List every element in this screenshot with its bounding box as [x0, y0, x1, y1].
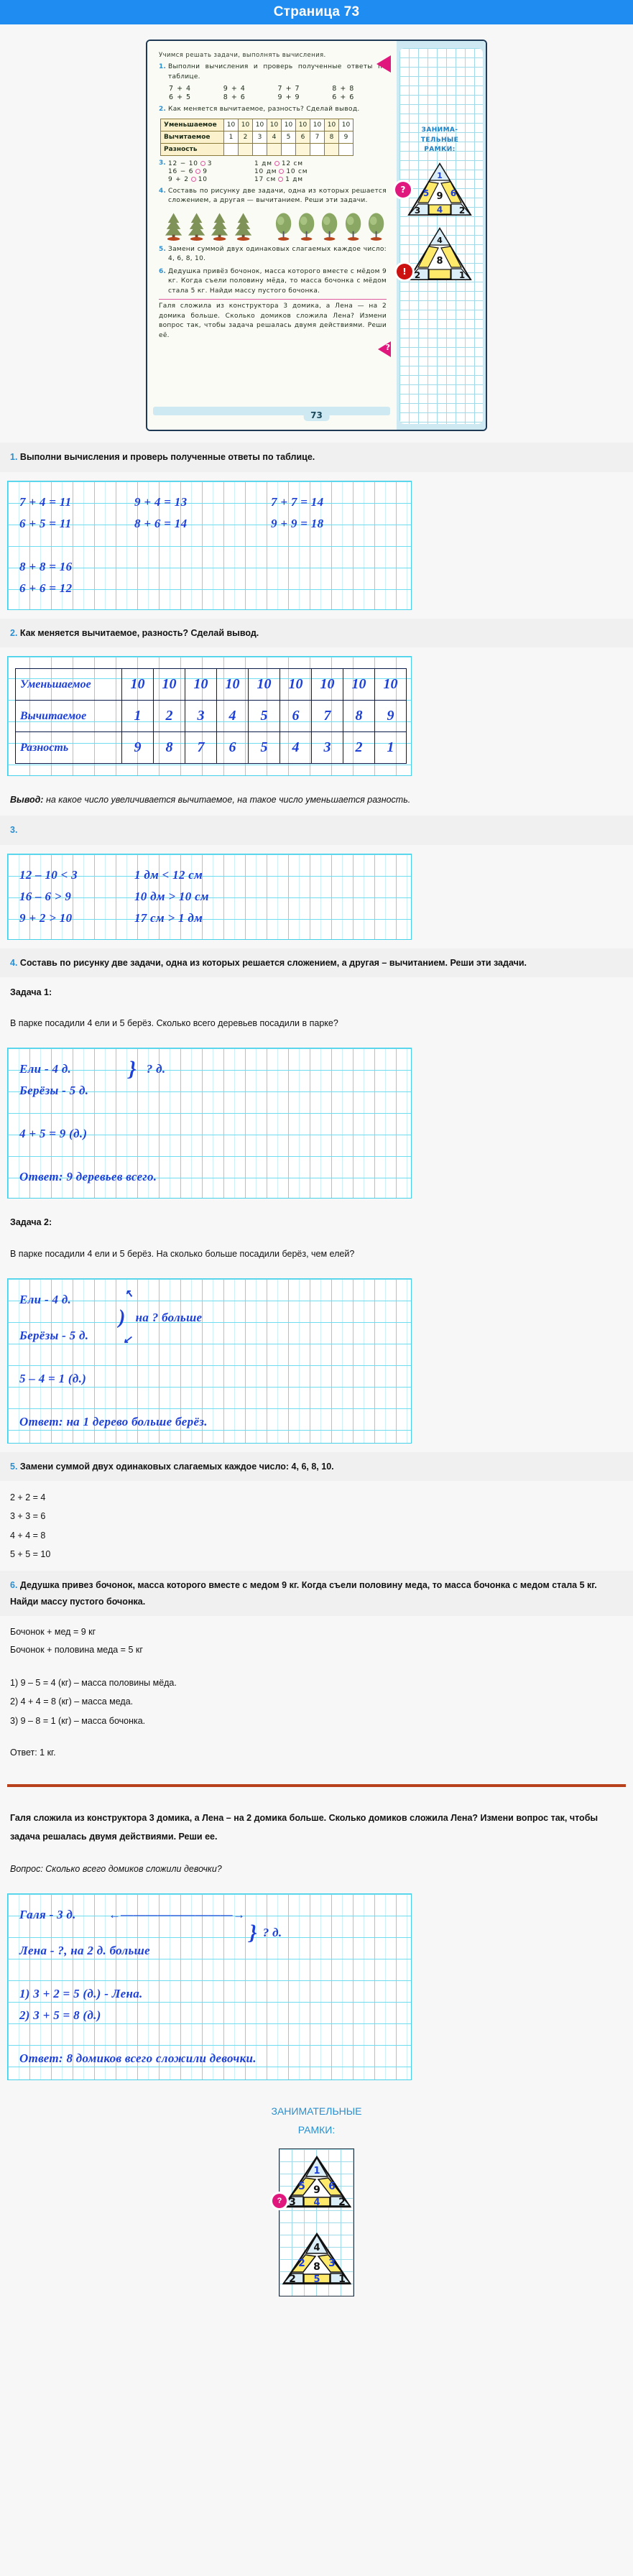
task-1-label: Задача 1:: [10, 987, 52, 998]
svg-text:2: 2: [338, 2196, 346, 2208]
notebook-line: } ? д.: [249, 1920, 282, 1944]
horizontal-rule: [7, 1784, 626, 1787]
diagram-line-1: Ели - 4 д.: [19, 1292, 72, 1306]
section-7-diagram: [7, 1893, 412, 2080]
scan-cell: [339, 143, 354, 155]
section-3-notebook: [7, 854, 412, 940]
table-cell: 9: [375, 701, 407, 732]
table-cell: 5: [249, 701, 280, 732]
section-6-title: Дедушка привез бочонок, масса которого вместе с медом 9 кг. Когда съели половину меда, то масса бочонка с медом стала 5 кг. Найди массу пустого бочонка.: [10, 1580, 597, 1607]
circle-icon: [200, 161, 205, 166]
notebook-line: [8, 556, 411, 578]
spruce-tree-icon: [209, 211, 230, 241]
triangles-panel: [279, 2148, 354, 2296]
triangles-illustration: [0, 2144, 633, 2311]
task-1-text: В парке посадили 4 ели и 5 берёз. Сколько всего деревьев посадили в парке?: [10, 1018, 338, 1029]
exclamation-badge-icon: !: [397, 264, 412, 280]
scan-task-1-text: Выполни вычисления и проверь полученные ответы по таблице.: [168, 63, 387, 80]
section-1-number: 1.: [10, 452, 18, 462]
diagram-solution: 4 + 5 = 9 (д.): [19, 1127, 88, 1141]
birch-tree-icon: [366, 211, 387, 241]
section-2-notebook: [7, 656, 412, 776]
scan-task-3-number: 3.: [159, 159, 166, 167]
scan-cell: 10: [267, 119, 282, 131]
section-2-heading: [0, 619, 633, 648]
table-cell: 1: [122, 701, 154, 732]
diagram-answer: Ответ: 9 деревьев всего.: [19, 1170, 157, 1184]
pink-badge-icon: ?: [272, 2194, 287, 2208]
section-1-title: Выполни вычисления и проверь полученные ответы по таблице.: [19, 452, 315, 462]
side-caption-line-3: РАМКИ:: [424, 146, 456, 153]
question-marker-label: ?: [385, 343, 390, 352]
table-cell: 3: [312, 732, 343, 764]
eq-cell: 9 + 9 = 18: [271, 516, 324, 530]
scan-triangle-2: [407, 226, 473, 282]
table-cell: 7: [185, 732, 217, 764]
scan-compare-row: [168, 168, 254, 175]
svg-text:1: 1: [458, 270, 466, 280]
notebook-line: Ели - 4 д. } ? д.: [19, 1057, 166, 1081]
notebook-line: ) на ? больше: [119, 1306, 203, 1329]
svg-text:2: 2: [298, 2257, 305, 2269]
scan-cell: [224, 143, 239, 155]
table-cell: 4: [217, 701, 249, 732]
arrow-down-icon: ↙: [123, 1334, 132, 1347]
scan-cell: [325, 143, 339, 155]
section-6-given: [0, 1616, 633, 1666]
section-3-number: 3.: [10, 825, 18, 836]
scan-cell: 7: [310, 131, 325, 143]
section-7-problem: Галя сложила из конструктора 3 домика, а Лена – на 2 домика больше. Сколько домиков сложила Лена? Измени вопрос так, чтобы задача решалась двумя действиями. Реши ее.: [10, 1813, 599, 1842]
cmp-cell: 1 дм < 12 см: [134, 867, 203, 882]
scan-tail-problem: Галя сложила из конструктора 3 домика, а Лена — на 2 домика больше. Сколько домиков сложила Лена? Измени вопрос так, чтобы задача решалась двумя действиями. Реши её.: [159, 303, 387, 339]
step-line: 3) 9 – 8 = 1 (кг) – масса бочонка.: [10, 1715, 146, 1726]
notebook-line: [8, 1166, 411, 1188]
scan-eq-2-2: 8 + 6: [223, 93, 246, 102]
notebook-line: [8, 1289, 411, 1311]
table-cell: 10: [217, 669, 249, 701]
eq-cell: 7 + 4 = 11: [19, 494, 72, 509]
diagram-solution: 5 – 4 = 1 (д.): [19, 1371, 87, 1385]
scan-task-4: [159, 187, 387, 206]
svg-text:9: 9: [436, 191, 443, 202]
eq-cell: 8 + 8 = 16: [19, 559, 73, 573]
scan-task-4-number: 4.: [159, 187, 167, 195]
eq-cell: 6 + 5 = 11: [19, 516, 72, 530]
svg-text:4: 4: [313, 2242, 320, 2253]
svg-text:1: 1: [437, 171, 443, 180]
notebook-line: [8, 1368, 411, 1390]
svg-text:4: 4: [437, 236, 443, 245]
svg-text:4: 4: [436, 205, 443, 215]
svg-text:2: 2: [289, 2273, 296, 2285]
scan-cell: [282, 143, 296, 155]
scan-eq-2-3: 9 + 9: [277, 93, 300, 102]
arrow-up-icon: ↖: [124, 1288, 134, 1301]
scan-row-label-subtrahend: Вычитаемое: [161, 131, 224, 143]
notebook-spacer: [8, 1347, 411, 1368]
table-cell: 10: [343, 669, 375, 701]
scan-page-bar: [153, 407, 390, 415]
diagram-line-1: Ели - 4 д.: [19, 1062, 72, 1076]
scan-compare-a: 12 − 10: [168, 160, 198, 167]
table-cell: 7: [312, 701, 343, 732]
table-cell: 4: [280, 732, 312, 764]
notebook-spacer: [8, 2026, 411, 2048]
section-2-title: Как меняется вычитаемое, разность? Сделай вывод.: [19, 627, 259, 638]
frame-triangle-2: [279, 2230, 355, 2288]
table-cell: 5: [249, 732, 280, 764]
answer-line: 2 + 2 = 4: [10, 1492, 46, 1503]
diagram-answer: Ответ: 8 домиков всего сложили девочки.: [19, 2051, 257, 2065]
diagram-step-1: 1) 3 + 2 = 5 (д.) - Лена.: [19, 1986, 143, 2000]
task-2-diagram: [7, 1278, 412, 1444]
section-6-number: 6.: [10, 1580, 18, 1591]
section-4-title: Составь по рисунку две задачи, одна из которых решается сложением, а другая – вычитанием. Реши эти задачи.: [19, 957, 527, 968]
page-header: [0, 0, 633, 24]
textbook-scan-image: [146, 40, 487, 431]
scan-task-6-text: Дедушка привёз бочонок, масса которого вместе с мёдом 9 кг. Когда съели половину мёда, то масса бочонка с мёдом стала 5 кг. Найди массу пустого бочонка.: [168, 267, 387, 295]
circle-icon: [278, 177, 283, 182]
diagram-line-2: Берёзы - 5 д.: [19, 1328, 89, 1342]
section-1-heading: [0, 443, 633, 472]
scan-task-2-text: Как меняется вычитаемое, разность? Сделай вывод.: [168, 106, 360, 114]
section-5-answers: [0, 1481, 633, 1571]
scan-table-row-subtrahend: [161, 131, 354, 143]
scan-task-6-number: 6.: [159, 267, 167, 275]
diagram-brace-label: на ? больше: [135, 1310, 203, 1324]
notebook-line: [8, 491, 411, 513]
diagram-line-2: Лена - ?, на 2 д. больше: [19, 1943, 150, 1957]
scan-cell: 3: [253, 131, 267, 143]
diagram-line-1: Галя - 3 д.: [19, 1907, 76, 1921]
scan-row-label-minuend: Уменьшаемое: [161, 119, 224, 131]
notebook-line: [8, 2048, 411, 2069]
scan-cell: 10: [253, 119, 267, 131]
table-cell: 10: [249, 669, 280, 701]
answer-line: 5 + 5 = 10: [10, 1548, 51, 1559]
scan-eq-2-1: 6 + 5: [169, 93, 192, 102]
table-cell: 8: [154, 732, 185, 764]
eq-cell: 8 + 6 = 14: [134, 516, 188, 530]
svg-text:4: 4: [313, 2197, 320, 2208]
spruce-tree-icon: [163, 211, 184, 241]
section-4-number: 4.: [10, 957, 18, 968]
table-cell: 8: [343, 701, 375, 732]
scan-compare-row: [254, 160, 341, 167]
table-row: [16, 701, 407, 732]
table-cell: 10: [375, 669, 407, 701]
svg-text:5: 5: [313, 2273, 320, 2285]
scan-task-2: [159, 105, 387, 115]
eq-cell: 9 + 4 = 13: [134, 494, 188, 509]
circle-icon: [191, 177, 196, 182]
scan-left-column: [147, 41, 397, 430]
svg-text:6: 6: [328, 2180, 336, 2192]
svg-text:6: 6: [450, 188, 457, 198]
section-2-conclusion: [0, 785, 633, 816]
diagram-answer: Ответ: на 1 дерево больше берёз.: [19, 1414, 208, 1428]
scan-row-label-difference: Разность: [161, 143, 224, 155]
svg-text:1: 1: [313, 2165, 320, 2176]
notebook-spacer: [8, 1145, 411, 1166]
task-1-diagram: [7, 1048, 412, 1199]
scan-cell: [296, 143, 310, 155]
section-5-heading: [0, 1452, 633, 1482]
cmp-cell: 12 – 10 < 3: [19, 867, 78, 882]
svg-text:2: 2: [414, 270, 421, 280]
section-6-answer: Ответ: 1 кг.: [10, 1747, 56, 1758]
conclusion-text: на какое число увеличивается вычитаемое, на такое число уменьшается разность.: [43, 795, 411, 805]
circle-icon: [274, 161, 279, 166]
scan-eq-1-2: 9 + 4: [223, 85, 246, 93]
section-4-heading: [0, 948, 633, 978]
eq-cell: 6 + 6 = 12: [19, 581, 73, 595]
arrow-left-icon: ←—————————→: [108, 1907, 246, 1921]
scan-task-5-text: Замени суммой двух одинаковых слагаемых каждое число: 4, 6, 8, 10.: [168, 245, 387, 263]
cmp-cell: 9 + 2 > 10: [19, 910, 73, 925]
scan-task-1-number: 1.: [159, 63, 167, 71]
scan-cell: 10: [282, 119, 296, 131]
pink-badge-icon: ?: [395, 182, 411, 198]
svg-text:3: 3: [328, 2257, 336, 2269]
scan-compare-left: [168, 160, 254, 184]
given-line: Бочонок + половина меда = 5 кг: [10, 1645, 143, 1656]
spruce-tree-icon: [233, 211, 254, 241]
scan-cell: 10: [310, 119, 325, 131]
scan-equations-row-1: [169, 85, 387, 93]
scan-compare-b: 10 см: [286, 167, 308, 175]
scan-eq-2-4: 6 + 6: [332, 93, 355, 102]
scan-cell: 2: [239, 131, 253, 143]
scan-divider: [159, 299, 387, 300]
task-2-text: В парке посадили 4 ели и 5 берёз. На сколько больше посадили берёз, чем елей?: [10, 1248, 355, 1259]
svg-text:1: 1: [338, 2273, 346, 2285]
section-5-number: 5.: [10, 1461, 18, 1472]
scan-cell: 9: [339, 131, 354, 143]
given-line: Бочонок + мед = 9 кг: [10, 1627, 96, 1638]
scan-table-row-difference: [161, 143, 354, 155]
svg-text:8: 8: [436, 256, 443, 267]
table-cell: 2: [343, 732, 375, 764]
answer-line: 4 + 4 = 8: [10, 1530, 46, 1541]
scan-right-column: [394, 41, 486, 430]
scan-cell: [267, 143, 282, 155]
scan-trees-illustration: [163, 210, 387, 241]
scan-compare-row: [254, 168, 341, 175]
side-caption-line-2: ТЕЛЬНЫЕ: [420, 136, 459, 144]
step-line: 2) 4 + 4 = 8 (кг) – масса меда.: [10, 1696, 134, 1707]
diagram-brace-label: ? д.: [262, 1925, 282, 1939]
scan-compare-row: [168, 176, 254, 183]
subtraction-answer-table: [15, 668, 407, 764]
conclusion-label: Вывод:: [10, 795, 44, 805]
scan-cell: 5: [282, 131, 296, 143]
svg-text:8: 8: [313, 2261, 320, 2273]
scan-compare-b: 9: [203, 167, 208, 175]
scan-compare-b: 12 см: [281, 160, 303, 167]
scan-cell: 8: [325, 131, 339, 143]
table-cell: 10: [312, 669, 343, 701]
scan-compare-row: [168, 160, 254, 167]
notebook-spacer: [8, 1102, 411, 1123]
notebook-line: [8, 864, 411, 886]
cmp-cell: 17 см > 1 дм: [134, 910, 203, 925]
diagram-brace-label: ? д.: [146, 1062, 166, 1076]
scan-compare-b: 1 дм: [285, 175, 303, 183]
scan-cell: 1: [224, 131, 239, 143]
notebook-line: [8, 1123, 411, 1145]
task-2-label: Задача 2:: [10, 1217, 52, 1228]
scan-triangle-1: [407, 162, 473, 218]
scan-compare-b: 10: [198, 175, 208, 183]
svg-text:5: 5: [298, 2180, 305, 2192]
notebook-line: [8, 908, 411, 929]
table-row: [16, 732, 407, 764]
scan-cell: 6: [296, 131, 310, 143]
svg-text:3: 3: [414, 206, 421, 216]
table-cell: 3: [185, 701, 217, 732]
table-cell: 9: [122, 732, 154, 764]
scan-task-4-text: Составь по рисунку две задачи, одна из которых решается сложением, а другая — вычитанием. Реши эти задачи.: [168, 187, 387, 205]
svg-text:2: 2: [458, 206, 466, 216]
circle-icon: [279, 169, 284, 174]
table-cell: 10: [280, 669, 312, 701]
scan-cell: 10: [239, 119, 253, 131]
side-caption-line-1: ЗАНИМА-: [421, 126, 458, 134]
table-cell: 10: [154, 669, 185, 701]
section-2-number: 2.: [10, 627, 18, 638]
scan-equations-row-2: [169, 93, 387, 101]
notebook-line: [8, 1080, 411, 1102]
notebook-spacer: [8, 1962, 411, 1983]
scan-compare-a: 16 − 6: [168, 167, 194, 175]
table-cell: 6: [217, 732, 249, 764]
circle-icon: [195, 169, 200, 174]
notebook-line: [8, 1325, 411, 1347]
scan-task-2-number: 2.: [159, 106, 167, 114]
scan-intro-text: Учимся решать задачи, выполнять вычисления.: [159, 52, 326, 59]
notebook-line: [8, 513, 411, 535]
svg-text:5: 5: [422, 188, 430, 198]
scan-cell: 10: [339, 119, 354, 131]
scan-cell: [239, 143, 253, 155]
scan-cell: 10: [325, 119, 339, 131]
spruce-tree-icon: [186, 211, 207, 241]
scan-compare-b: 3: [207, 160, 213, 167]
scan-eq-1-1: 7 + 4: [169, 85, 192, 93]
diagram-line-2: Берёзы - 5 д.: [19, 1084, 89, 1098]
notebook-spacer: [8, 1390, 411, 1411]
table-cell: 10: [122, 669, 154, 701]
notebook-line: [8, 886, 411, 908]
scan-compare-a: 9 + 2: [168, 175, 189, 183]
eq-cell: 7 + 7 = 14: [271, 494, 324, 509]
scan-cell: 10: [224, 119, 239, 131]
birch-tree-icon: [273, 211, 294, 241]
row-label-minuend: Уменьшаемое: [16, 669, 122, 701]
step-line: 1) 9 – 5 = 4 (кг) – масса половины мёда.: [10, 1678, 177, 1689]
section-8-caption: [0, 2089, 633, 2144]
table-row: [16, 669, 407, 701]
notebook-line: [8, 2005, 411, 2026]
cmp-cell: 10 дм > 10 см: [134, 889, 209, 903]
answer-line: 3 + 3 = 6: [10, 1511, 46, 1522]
svg-text:3: 3: [289, 2196, 296, 2208]
notebook-line: [8, 1904, 411, 1926]
diagram-step-2: 2) 3 + 5 = 8 (д.): [19, 2008, 101, 2022]
table-cell: 6: [280, 701, 312, 732]
table-cell: 2: [154, 701, 185, 732]
scan-task-5: [159, 245, 387, 264]
scan-cell: 4: [267, 131, 282, 143]
scan-side-caption: [405, 126, 474, 155]
scan-cell: [253, 143, 267, 155]
caption-line-1: ЗАНИМАТЕЛЬНЫЕ: [271, 2105, 362, 2117]
scan-cell: 10: [296, 119, 310, 131]
section-6-heading: [0, 1571, 633, 1616]
cmp-cell: 16 – 6 > 9: [19, 889, 72, 903]
row-label-difference: Разность: [16, 732, 122, 764]
page-title: Страница 73: [273, 4, 360, 19]
birch-tree-icon: [343, 211, 364, 241]
scan-compare-right: [254, 160, 341, 184]
scan-eq-1-3: 7 + 7: [277, 85, 300, 93]
scan-compare-row: [254, 176, 341, 183]
notebook-line: [8, 1940, 411, 1962]
frame-triangle-1: [279, 2153, 355, 2211]
section-6-steps: [0, 1666, 633, 1737]
scan-table-row-minuend: [161, 119, 354, 131]
row-label-subtrahend: Вычитаемое: [16, 701, 122, 732]
scan-task-1: [159, 63, 387, 82]
scan-compare-a: 1 дм: [254, 160, 272, 167]
textbook-scan-container: [0, 33, 633, 443]
scan-eq-1-4: 8 + 8: [332, 85, 355, 93]
scan-subtraction-table: [160, 119, 354, 156]
table-cell: 10: [185, 669, 217, 701]
scan-task-6: [159, 267, 387, 297]
scan-page-number: 73: [303, 410, 330, 421]
table-cell: 1: [375, 732, 407, 764]
notebook-line: [8, 1411, 411, 1433]
section-3-heading: [0, 816, 633, 845]
birch-tree-icon: [296, 211, 317, 241]
notebook-line: [8, 578, 411, 599]
scan-compare-a: 10 дм: [254, 167, 277, 175]
scan-compare-a: 17 см: [254, 175, 277, 183]
section-1-notebook: [7, 481, 412, 610]
svg-text:9: 9: [313, 2184, 320, 2196]
birch-tree-icon: [319, 211, 340, 241]
notebook-spacer: [8, 535, 411, 556]
section-7-question: Вопрос: Сколько всего домиков сложили девочки?: [10, 1863, 222, 1874]
pink-triangle-marker-top: [376, 55, 391, 73]
caption-line-2: РАМКИ:: [297, 2124, 336, 2136]
section-5-title: Замени суммой двух одинаковых слагаемых каждое число: 4, 6, 8, 10.: [19, 1461, 334, 1472]
notebook-line: [8, 1983, 411, 2005]
scan-cell: [310, 143, 325, 155]
scan-task-5-number: 5.: [159, 245, 167, 253]
